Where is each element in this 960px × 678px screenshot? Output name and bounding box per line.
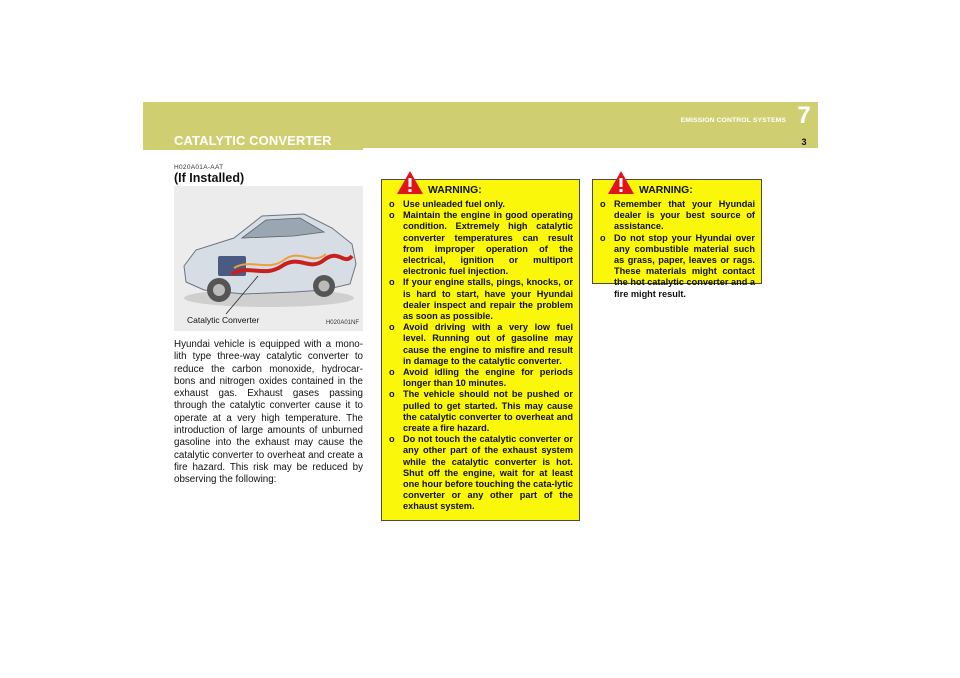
warning-triangle-icon [607,170,635,195]
car-figure [174,186,363,331]
chapter-number: 7 [797,102,811,129]
warning-list [599,199,755,300]
list-item: o Do not stop your Hyundai over any combustible material such as grass, paper, leaves or rags. These materials might contact the hot catalytic converter and a fire might result. [600,232,755,299]
figure-caption: Catalytic Converter [187,315,260,325]
car-illustration [174,186,363,331]
list-item: o Avoid driving with a very low fuel level. Running out of gasoline may cause the engine to misfire and result in damage to the catalytic converter. [389,322,573,366]
body-paragraph: Hyundai vehicle is equipped with a mono-lith type three-way catalytic converter to reduce the carbon monoxide, hydrocar-bons and nitrogen oxides contained in the exhaust gas. Exhaust gases passing through the catalytic converter cause it to operate at a very high temperature. The introduction of large amounts of unburned gasoline into the exhaust may cause the catalytic converter to overheat and create a fire hazard. This risk may be reduced by observing the following: [174,339,363,486]
warning-triangle-icon [396,170,424,195]
list-item: o Remember that your Hyundai dealer is your best source of assistance. [600,199,755,232]
section-title: CATALYTIC CONVERTER [174,133,332,148]
chapter-name: EMISSION CONTROL SYSTEMS [680,117,786,124]
warning-title: WARNING: [428,185,482,196]
figure-code: H020A01NF [325,320,359,326]
list-item: o Use unleaded fuel only. [389,199,505,209]
list-item: o If your engine stalls, pings, knocks, or is hard to start, have your Hyundai dealer inspect and repair the problem as soon as possible. [389,277,573,322]
subheading: (If Installed) [174,171,245,185]
warning-list [388,199,573,513]
section-code: H020A01A-AAT [174,164,224,171]
page-number: 3 [801,137,807,147]
list-item: o Maintain the engine in good operating condition. Extremely high catalytic converter temperatures can result from improper operation of the electrical, ignition or multiport electronic fuel injection. [389,210,573,277]
list-item: o Do not touch the catalytic converter or any other part of the exhaust system while the catalytic converter is hot. Shut off the engine, wait for at least one hour before touching the cata-lytic converter or any other part of the exhaust system. [389,434,573,512]
warning-title: WARNING: [639,185,693,196]
warning-box-1 [381,179,580,521]
list-item: o Avoid idling the engine for periods longer than 10 minutes. [389,367,573,389]
section-tab [143,130,363,150]
list-item: o The vehicle should not be pushed or pulled to get started. This may cause the catalytic converter to overheat and create a fire hazard. [389,389,573,434]
warning-box-2 [592,179,762,299]
